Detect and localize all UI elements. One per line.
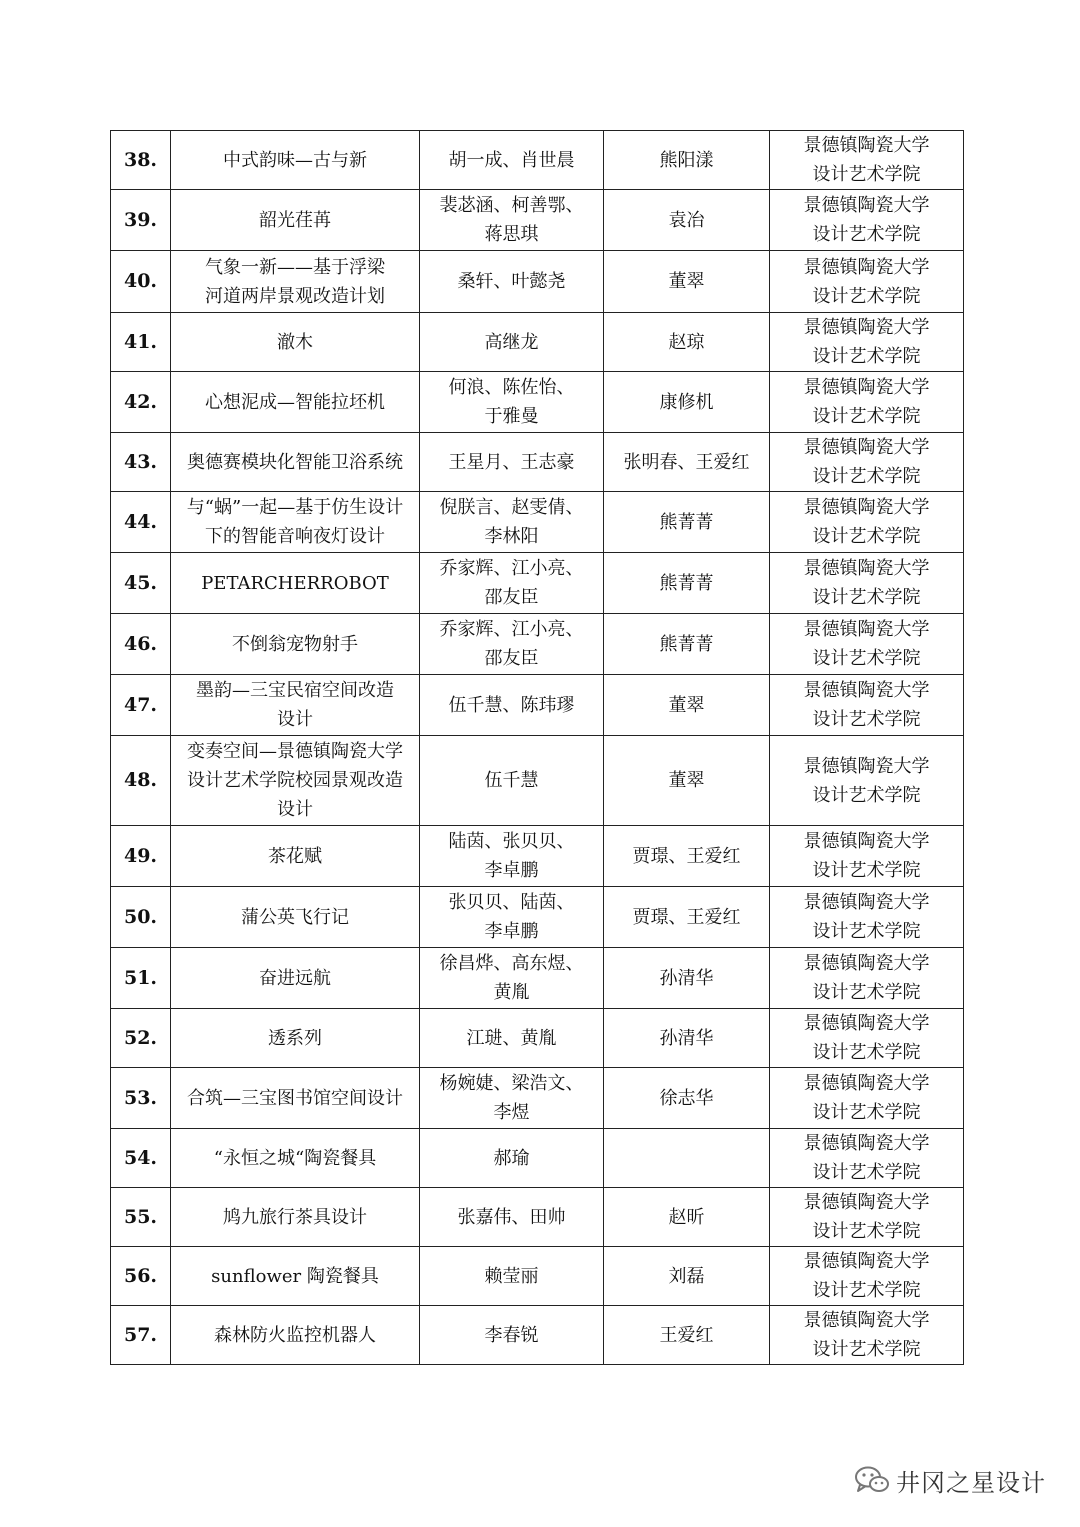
work-title-cell <box>171 1306 420 1365</box>
work-title-cell-line: 奥德赛模块化智能卫浴系统 <box>187 451 403 473</box>
row-number-cell: 52. <box>111 1009 171 1068</box>
school-cell-line: 景德镇陶瓷大学 <box>803 1192 930 1213</box>
table-row <box>111 1129 964 1188</box>
authors-cell-line: 张贝贝、陆茵、 <box>448 892 575 913</box>
school-cell <box>770 433 964 492</box>
advisor-cell-line: 张明春、王爱红 <box>623 451 750 473</box>
advisor-cell-line: 熊阳漾 <box>659 149 714 171</box>
authors-cell-line: 杨婉婕、梁浩文、 <box>439 1073 584 1094</box>
school-cell-line: 设计艺术学院 <box>812 466 921 487</box>
school-cell-line: 景德镇陶瓷大学 <box>803 953 930 974</box>
work-title-cell-line: 河道两岸景观改造计划 <box>205 285 385 307</box>
authors-cell-line: 王星月、王志豪 <box>448 451 575 473</box>
table-row <box>111 1247 964 1306</box>
advisor-cell <box>604 492 770 553</box>
work-title-cell-line: 森林防火监控机器人 <box>214 1324 376 1346</box>
work-title-cell-line: 蒲公英飞行记 <box>241 906 349 928</box>
table-row <box>111 1306 964 1365</box>
row-number-cell: 40. <box>111 251 171 313</box>
work-title-cell <box>171 614 420 675</box>
authors-cell-line: 李卓鹏 <box>484 921 539 942</box>
advisor-cell-line: 徐志华 <box>659 1087 714 1109</box>
row-number-cell: 47. <box>111 675 171 736</box>
authors-cell <box>420 1247 604 1306</box>
row-number-cell: 46. <box>111 614 171 675</box>
advisor-cell-line: 贾璟、王爱红 <box>632 906 741 928</box>
authors-cell <box>420 736 604 826</box>
school-cell-line: 设计艺术学院 <box>812 709 921 730</box>
work-title-cell <box>171 887 420 948</box>
advisor-cell <box>604 675 770 736</box>
row-number-cell: 54. <box>111 1129 171 1188</box>
advisor-cell <box>604 614 770 675</box>
work-title-cell-line: 鸠九旅行茶具设计 <box>223 1206 367 1228</box>
work-title-cell-line: PETARCHERROBOT <box>201 572 389 594</box>
advisor-cell <box>604 887 770 948</box>
school-cell-line: 景德镇陶瓷大学 <box>803 1133 930 1154</box>
advisor-cell <box>604 826 770 887</box>
school-cell <box>770 736 964 826</box>
table-row <box>111 372 964 433</box>
school-cell-line: 设计艺术学院 <box>812 982 921 1003</box>
advisor-cell <box>604 1009 770 1068</box>
school-cell <box>770 1129 964 1188</box>
authors-cell-line: 乔家辉、江小亮、 <box>439 619 584 640</box>
advisor-cell-line: 刘磊 <box>668 1265 705 1287</box>
school-cell-line: 设计艺术学院 <box>812 285 921 307</box>
school-cell-line: 设计艺术学院 <box>812 587 921 608</box>
school-cell-line: 设计艺术学院 <box>812 346 921 367</box>
school-cell-line: 设计艺术学院 <box>812 648 921 669</box>
authors-cell <box>420 1009 604 1068</box>
advisor-cell-line: 董翠 <box>668 770 705 791</box>
authors-cell-line: 赖莹丽 <box>484 1265 539 1287</box>
school-cell <box>770 1306 964 1365</box>
school-cell-line: 设计艺术学院 <box>812 1042 921 1063</box>
school-cell <box>770 313 964 372</box>
authors-cell-line: 李煜 <box>493 1102 530 1123</box>
table-row <box>111 614 964 675</box>
award-list-table <box>110 130 964 1365</box>
authors-cell-line: 徐昌烨、高东煜、 <box>439 953 584 974</box>
work-title-cell <box>171 675 420 736</box>
school-cell <box>770 887 964 948</box>
authors-cell <box>420 675 604 736</box>
advisor-cell-line: 孙清华 <box>659 967 714 989</box>
authors-cell-line: 何浪、陈佐怡、 <box>448 377 575 398</box>
authors-cell <box>420 372 604 433</box>
authors-cell <box>420 190 604 251</box>
advisor-cell-line: 赵昕 <box>668 1206 705 1228</box>
work-title-cell-line: 中式韵味—古与新 <box>223 149 367 171</box>
advisor-cell <box>604 313 770 372</box>
school-cell <box>770 1068 964 1129</box>
school-cell-line: 景德镇陶瓷大学 <box>803 680 930 701</box>
school-cell <box>770 553 964 614</box>
authors-cell-line: 胡一成、肖世晨 <box>448 149 575 171</box>
table-row <box>111 948 964 1009</box>
work-title-cell-line: 墨韵—三宝民宿空间改造 <box>196 680 394 701</box>
advisor-cell-line: 贾璟、王爱红 <box>632 845 741 867</box>
school-cell-line: 景德镇陶瓷大学 <box>803 755 930 777</box>
authors-cell-line: 桑轩、叶懿尧 <box>457 271 566 292</box>
work-title-cell-line: 变奏空间—景德镇陶瓷大学 <box>187 741 403 762</box>
school-cell-line: 设计艺术学院 <box>812 406 921 427</box>
school-cell <box>770 251 964 313</box>
work-title-cell-line: “永恒之城“陶瓷餐具 <box>213 1147 377 1169</box>
advisor-cell <box>604 1247 770 1306</box>
school-cell <box>770 675 964 736</box>
authors-cell-line: 李春锐 <box>484 1324 539 1346</box>
work-title-cell-line: 合筑—三宝图书馆空间设计 <box>187 1087 403 1109</box>
work-title-cell-line: 韶光荏苒 <box>259 209 331 231</box>
table-row <box>111 131 964 190</box>
school-cell-line: 景德镇陶瓷大学 <box>803 1073 930 1094</box>
advisor-cell <box>604 553 770 614</box>
work-title-cell <box>171 1009 420 1068</box>
table-row <box>111 887 964 948</box>
school-cell-line: 设计艺术学院 <box>812 1280 921 1301</box>
table-row <box>111 826 964 887</box>
advisor-cell-line: 熊菁菁 <box>659 572 714 594</box>
work-title-cell-line: 透系列 <box>268 1027 322 1049</box>
work-title-cell-line: 心想泥成—智能拉坯机 <box>205 391 385 413</box>
school-cell-line: 设计艺术学院 <box>812 224 921 245</box>
authors-cell <box>420 1068 604 1129</box>
authors-cell <box>420 1188 604 1247</box>
watermark <box>854 1460 1046 1500</box>
authors-cell-line: 邵友臣 <box>484 587 539 608</box>
school-cell-line: 景德镇陶瓷大学 <box>803 437 930 458</box>
row-number-cell: 57. <box>111 1306 171 1365</box>
school-cell-line: 景德镇陶瓷大学 <box>803 1310 930 1331</box>
work-title-cell <box>171 948 420 1009</box>
table-row <box>111 492 964 553</box>
work-title-cell <box>171 553 420 614</box>
school-cell-line: 设计艺术学院 <box>812 164 921 185</box>
authors-cell-line: 江琎、黄胤 <box>466 1027 557 1049</box>
authors-cell <box>420 492 604 553</box>
work-title-cell <box>171 826 420 887</box>
school-cell <box>770 1247 964 1306</box>
row-number-cell: 49. <box>111 826 171 887</box>
authors-cell-line: 李林阳 <box>484 526 539 547</box>
authors-cell-line: 倪朕言、赵雯倩、 <box>439 497 584 518</box>
authors-cell-line: 伍千慧 <box>484 770 539 791</box>
table-row <box>111 1068 964 1129</box>
school-cell-line: 设计艺术学院 <box>812 784 921 806</box>
school-cell <box>770 131 964 190</box>
work-title-cell <box>171 372 420 433</box>
school-cell-line: 景德镇陶瓷大学 <box>803 377 930 398</box>
advisor-cell-line: 董翠 <box>668 694 705 716</box>
advisor-cell <box>604 1306 770 1365</box>
advisor-cell <box>604 251 770 313</box>
school-cell-line: 设计艺术学院 <box>812 1162 921 1183</box>
authors-cell <box>420 887 604 948</box>
authors-cell-line: 乔家辉、江小亮、 <box>439 558 584 579</box>
authors-cell <box>420 313 604 372</box>
authors-cell-line: 郝瑜 <box>493 1147 530 1169</box>
school-cell-line: 设计艺术学院 <box>812 921 921 942</box>
advisor-cell <box>604 1188 770 1247</box>
advisor-cell-line: 熊菁菁 <box>659 511 714 533</box>
school-cell-line: 景德镇陶瓷大学 <box>803 558 930 579</box>
advisor-cell-line: 袁冶 <box>668 209 705 231</box>
row-number-cell: 53. <box>111 1068 171 1129</box>
advisor-cell <box>604 433 770 492</box>
row-number-cell: 41. <box>111 313 171 372</box>
work-title-cell-line: 气象一新——基于浮梁 <box>205 256 385 278</box>
row-number-cell: 44. <box>111 492 171 553</box>
school-cell-line: 景德镇陶瓷大学 <box>803 256 930 278</box>
school-cell <box>770 1009 964 1068</box>
work-title-cell <box>171 433 420 492</box>
table-row <box>111 190 964 251</box>
table-row <box>111 1009 964 1068</box>
work-title-cell-line: 与“蜗”一起—基于仿生设计 <box>186 497 404 518</box>
row-number-cell: 42. <box>111 372 171 433</box>
authors-cell <box>420 251 604 313</box>
authors-cell-line: 陆茵、张贝贝、 <box>448 831 575 852</box>
row-number-cell: 39. <box>111 190 171 251</box>
school-cell-line: 景德镇陶瓷大学 <box>803 1251 930 1272</box>
school-cell-line: 景德镇陶瓷大学 <box>803 497 930 518</box>
work-title-cell <box>171 1068 420 1129</box>
work-title-cell <box>171 190 420 251</box>
authors-cell-line: 于雅曼 <box>484 406 539 427</box>
table-row <box>111 1188 964 1247</box>
advisor-cell <box>604 736 770 826</box>
authors-cell <box>420 614 604 675</box>
authors-cell-line: 伍千慧、陈玮璆 <box>448 694 575 716</box>
school-cell-line: 景德镇陶瓷大学 <box>803 831 930 852</box>
row-number-cell: 50. <box>111 887 171 948</box>
table-row <box>111 251 964 313</box>
authors-cell <box>420 1306 604 1365</box>
authors-cell <box>420 433 604 492</box>
authors-cell-line: 裴苾涵、柯善鄂、 <box>439 195 584 216</box>
work-title-cell <box>171 251 420 313</box>
school-cell <box>770 826 964 887</box>
school-cell-line: 景德镇陶瓷大学 <box>803 1013 930 1034</box>
advisor-cell <box>604 131 770 190</box>
table-row <box>111 313 964 372</box>
work-title-cell-line: 茶花赋 <box>268 845 322 867</box>
authors-cell-line: 李卓鹏 <box>484 860 539 881</box>
school-cell <box>770 190 964 251</box>
work-title-cell <box>171 1129 420 1188</box>
work-title-cell-line: sunflower 陶瓷餐具 <box>211 1265 379 1287</box>
row-number-cell: 45. <box>111 553 171 614</box>
authors-cell-line: 蒋思琪 <box>484 224 539 245</box>
school-cell-line: 设计艺术学院 <box>812 1102 921 1123</box>
authors-cell <box>420 1129 604 1188</box>
row-number-cell: 43. <box>111 433 171 492</box>
authors-cell <box>420 553 604 614</box>
work-title-cell <box>171 736 420 826</box>
authors-cell-line: 黄胤 <box>493 982 530 1003</box>
advisor-cell-line: 董翠 <box>668 271 705 292</box>
row-number-cell: 38. <box>111 131 171 190</box>
school-cell-line: 景德镇陶瓷大学 <box>803 619 930 640</box>
school-cell <box>770 492 964 553</box>
authors-cell <box>420 948 604 1009</box>
advisor-cell-line: 王爱红 <box>659 1324 714 1346</box>
advisor-cell-line: 孙清华 <box>659 1027 714 1049</box>
work-title-cell <box>171 131 420 190</box>
award-list-body <box>111 131 964 1365</box>
authors-cell-line: 张嘉伟、田帅 <box>457 1206 566 1228</box>
work-title-cell-line: 下的智能音响夜灯设计 <box>205 526 385 547</box>
advisor-cell-line: 赵琼 <box>668 331 705 353</box>
work-title-cell <box>171 313 420 372</box>
work-title-cell-line: 不倒翁宠物射手 <box>232 633 358 655</box>
advisor-cell <box>604 1068 770 1129</box>
advisor-cell <box>604 1129 770 1188</box>
authors-cell <box>420 826 604 887</box>
school-cell <box>770 948 964 1009</box>
school-cell-line: 设计艺术学院 <box>812 860 921 881</box>
table-row <box>111 553 964 614</box>
table-row <box>111 736 964 826</box>
row-number-cell: 48. <box>111 736 171 826</box>
school-cell <box>770 614 964 675</box>
advisor-cell <box>604 190 770 251</box>
work-title-cell <box>171 1247 420 1306</box>
work-title-cell-line: 澈木 <box>277 331 313 353</box>
school-cell-line: 设计艺术学院 <box>812 1221 921 1242</box>
authors-cell-line: 高继龙 <box>484 331 539 353</box>
watermark-text: 井冈之星设计 <box>896 1468 1046 1497</box>
advisor-cell <box>604 372 770 433</box>
row-number-cell: 56. <box>111 1247 171 1306</box>
authors-cell <box>420 131 604 190</box>
work-title-cell-line: 设计 <box>277 799 313 820</box>
school-cell <box>770 372 964 433</box>
school-cell-line: 设计艺术学院 <box>812 526 921 547</box>
advisor-cell-line: 熊菁菁 <box>659 633 714 655</box>
row-number-cell: 51. <box>111 948 171 1009</box>
school-cell-line: 景德镇陶瓷大学 <box>803 195 930 216</box>
work-title-cell-line: 设计 <box>277 709 313 730</box>
school-cell-line: 景德镇陶瓷大学 <box>803 317 930 338</box>
school-cell <box>770 1188 964 1247</box>
school-cell-line: 设计艺术学院 <box>812 1339 921 1360</box>
advisor-cell-line: 康修机 <box>659 391 714 413</box>
row-number-cell: 55. <box>111 1188 171 1247</box>
table-row <box>111 675 964 736</box>
table-row <box>111 433 964 492</box>
work-title-cell-line: 奋进远航 <box>259 967 331 989</box>
school-cell-line: 景德镇陶瓷大学 <box>803 135 930 156</box>
work-title-cell <box>171 1188 420 1247</box>
wechat-icon <box>854 1465 890 1495</box>
work-title-cell-line: 设计艺术学院校园景观改造 <box>187 770 403 791</box>
work-title-cell <box>171 492 420 553</box>
advisor-cell <box>604 948 770 1009</box>
school-cell-line: 景德镇陶瓷大学 <box>803 892 930 913</box>
authors-cell-line: 邵友臣 <box>484 648 539 669</box>
